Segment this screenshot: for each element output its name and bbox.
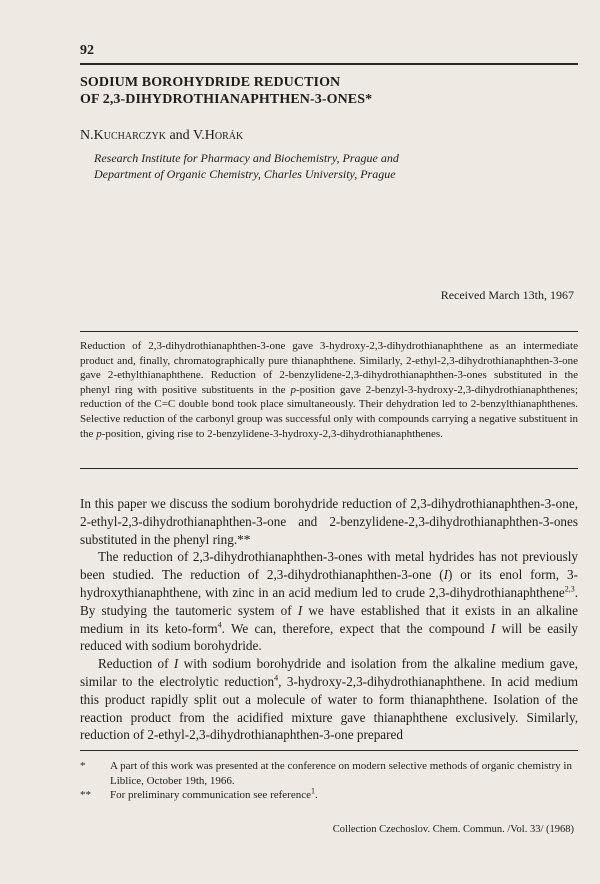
author-conjunction: and — [165, 128, 193, 143]
abstract-part-3: -position, giving rise to 2-benzylidene-3-hydroxy-2,3-dihydrothianaphthenes. — [101, 427, 443, 440]
p3-reference-4: 4 — [274, 673, 279, 683]
p2-text-b: ) or its enol form, 3-hydroxythianaphthene, with zinc in an acid medium led to crude 2,3-dihydrothianaphthene — [80, 567, 578, 600]
footnote-1-text: A part of this work was presented at the conference on modern selective methods of organic chemistry in Liblice, October 19th, 1966. — [110, 760, 572, 787]
p2-compound-I-1: I — [443, 567, 448, 583]
page-number: 92 — [80, 43, 94, 58]
header-rule — [80, 63, 578, 65]
journal-citation-footer: Collection Czechoslov. Chem. Commun. /Vol. 33/ (1968) — [332, 824, 574, 835]
p2-text-a: The reduction of 2,3-dihydrothianaphthen-3-ones with metal hydrides has not previously been studied. The reduction of 2,3-dihydrothianaphthen-3-one ( — [80, 549, 578, 583]
received-date: Received March 13th, 1967 — [440, 288, 574, 302]
abstract-part-1: Reduction of 2,3-dihydrothianaphthen-3-one gave 3-hydroxy-2,3-dihydrothianaphthene as an intermediate product and, finally, chromatographically pure thianaphthene. Similarly, 2-ethyl-2,3-dihydrothianaphthen-3-one gave 2-ethylthianaphthene. Reduction of 2-benzylidene-2,3-dihydrothianaphthen-3-ones substituted in the phenyl ring with positive substituents in the — [80, 340, 578, 396]
footnote-2-body — [110, 788, 318, 803]
affiliation-line-2: Department of Organic Chemistry, Charles University, Prague — [94, 167, 396, 181]
footnote-2-text: For preliminary communication see reference — [110, 789, 311, 802]
author-1-name: Kucharczyk — [93, 128, 166, 143]
article-body — [80, 495, 578, 744]
abstract — [80, 339, 578, 441]
affiliation-line-1: Research Institute for Pharmacy and Biochemistry, Prague and — [94, 151, 399, 165]
p2-text-e: . We can, therefore, expect that the compound — [221, 620, 491, 636]
footnote-2-mark: ** — [80, 789, 91, 802]
p3-text-c: , 3-hydroxy-2,3-dihydrothianaphthene. In acid medium this product rapidly split out a molecule of water to form thianaphthene. Isolation of the reaction product from the acidified mixture gave thianaphthene exclusively. Similarly, reduction of 2-ethyl-2,3-dihydrothianaphthen-3-one prepared — [80, 673, 579, 743]
p3-compound-I: I — [173, 656, 179, 672]
abstract-para-italic-2: p — [96, 427, 102, 440]
footnote-2 — [80, 788, 578, 803]
abstract-top-rule — [80, 331, 578, 332]
p2-text-f: will be easily reduced with sodium borohydride. — [80, 620, 578, 654]
author-2-initial: V. — [192, 128, 205, 143]
abstract-text — [80, 339, 578, 441]
p2-reference-4: 4 — [217, 620, 222, 630]
p3-text-a: Reduction of — [98, 656, 174, 672]
author-2-name: Horák — [204, 128, 244, 143]
footnote-1-mark: * — [80, 760, 86, 772]
author-1-initial: N. — [80, 128, 94, 143]
abstract-bottom-rule — [80, 468, 578, 469]
p2-compound-I-3: I — [490, 620, 496, 636]
footnote-1 — [80, 759, 578, 788]
footnote-rule — [80, 750, 578, 751]
p2-text-c: . By studying the tautomeric system of — [80, 584, 578, 618]
abstract-part-2: -position gave 2-benzyl-3-hydroxy-2,3-dihydrothianaphthenes; reduction of the C=C double bond took place simultaneously. Their dehydration led to 2-benzylthianaphthenes. Selective reduction of the carbonyl group was successful only with compounds carrying a negative substituent in the — [80, 383, 578, 440]
body-paragraph-2 — [80, 548, 578, 655]
p2-reference-2-3: 2,3 — [564, 584, 575, 594]
article-title — [80, 74, 560, 108]
title-line-2: OF 2,3-DIHYDROTHIANAPHTHEN-3-ONES* — [80, 92, 373, 107]
p3-text-b: with sodium borohydride and isolation from the alkaline medium gave, similar to the electrolytic reduction — [80, 656, 578, 689]
title-line-1: SODIUM BOROHYDRIDE REDUCTION — [80, 75, 341, 90]
p2-text-d: we have established that it exists in an alkaline medium in its keto-form — [80, 602, 579, 636]
body-paragraph-3 — [80, 655, 578, 744]
body-paragraph-1: In this paper we discuss the sodium borohydride reduction of 2,3-dihydrothianaphthen-3-one, 2-ethyl-2,3-dihydrothianaphthen-3-one and 2-benzylidene-2,3-dihydrothianaphthen-3-ones substituted in the phenyl ring.** — [80, 496, 578, 547]
footnote-2-end: . — [314, 789, 318, 802]
p2-compound-I-2: I — [297, 602, 303, 618]
footnotes — [80, 759, 578, 803]
affiliation — [94, 150, 554, 182]
abstract-para-italic-1: p — [290, 383, 296, 396]
footnote-2-reference: 1 — [310, 786, 315, 796]
author-list — [80, 128, 243, 144]
